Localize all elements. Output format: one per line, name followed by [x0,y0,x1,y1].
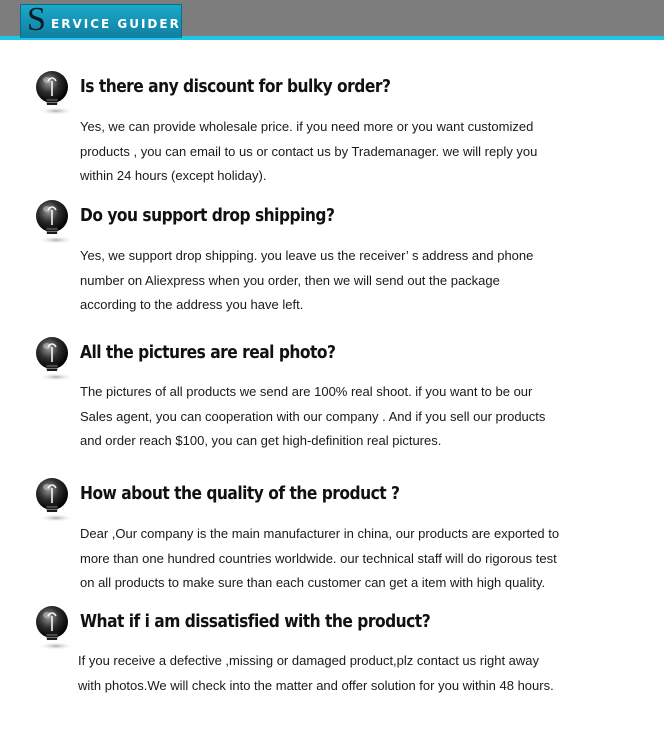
answer-line: with photos.We will check into the matter and offer solution for you within 48 hours. [78,677,554,693]
lightbulb-icon [30,474,78,522]
answer-line: Sales agent, you can cooperation with our company . And if you sell our products [80,408,546,424]
answer-line: on all products to make sure than each customer can get a item with high quality. [80,575,546,590]
answer-line: number on Aliexpress when you order, then we will send out the package [80,272,500,288]
banner-title: ERVICE GUIDER [51,17,181,31]
answer-line: If you receive a defective ,missing or damaged product,plz contact us right away [78,653,540,668]
lightbulb-icon [30,67,78,115]
answer-line: and order reach $100, you can get high-definition real pictures. [80,433,442,448]
answer-line: according to the address you have left. [80,297,304,312]
banner-initial: S [27,1,46,38]
faq-answer [80,115,600,189]
answer-line: Yes, we support drop shipping. you leave us the receiver’ s address and phone [80,248,534,263]
faq-answer [80,380,600,454]
lightbulb-icon [30,196,78,244]
faq-question: Do you support drop shipping? [80,205,335,226]
faq-answer [78,649,598,698]
answer-line: more than one hundred countries worldwide. our technical staff will do rigorous test [80,550,557,566]
answer-line: within 24 hours (except holiday). [80,168,267,183]
faq-question: What if i am dissatisfied with the product? [80,611,431,632]
answer-line: Dear ,Our company is the main manufacturer in china, our products are exported to [80,526,560,541]
faq-answer [80,522,600,596]
faq-question: All the pictures are real photo? [80,342,336,363]
lightbulb-icon [30,602,78,650]
answer-line: Yes, we can provide wholesale price. if you need more or you want customized [80,119,534,134]
answer-line: products , you can email to us or contact us by Trademanager. we will reply you [80,143,538,159]
service-guider-banner [0,0,664,40]
faq-answer [80,244,600,318]
banner-title-tab [20,1,182,38]
faq-question: Is there any discount for bulky order? [80,76,391,97]
answer-line: The pictures of all products we send are 100% real shoot. if you want to be our [80,384,533,399]
lightbulb-icon [30,333,78,381]
faq-question: How about the quality of the product ? [80,483,400,504]
